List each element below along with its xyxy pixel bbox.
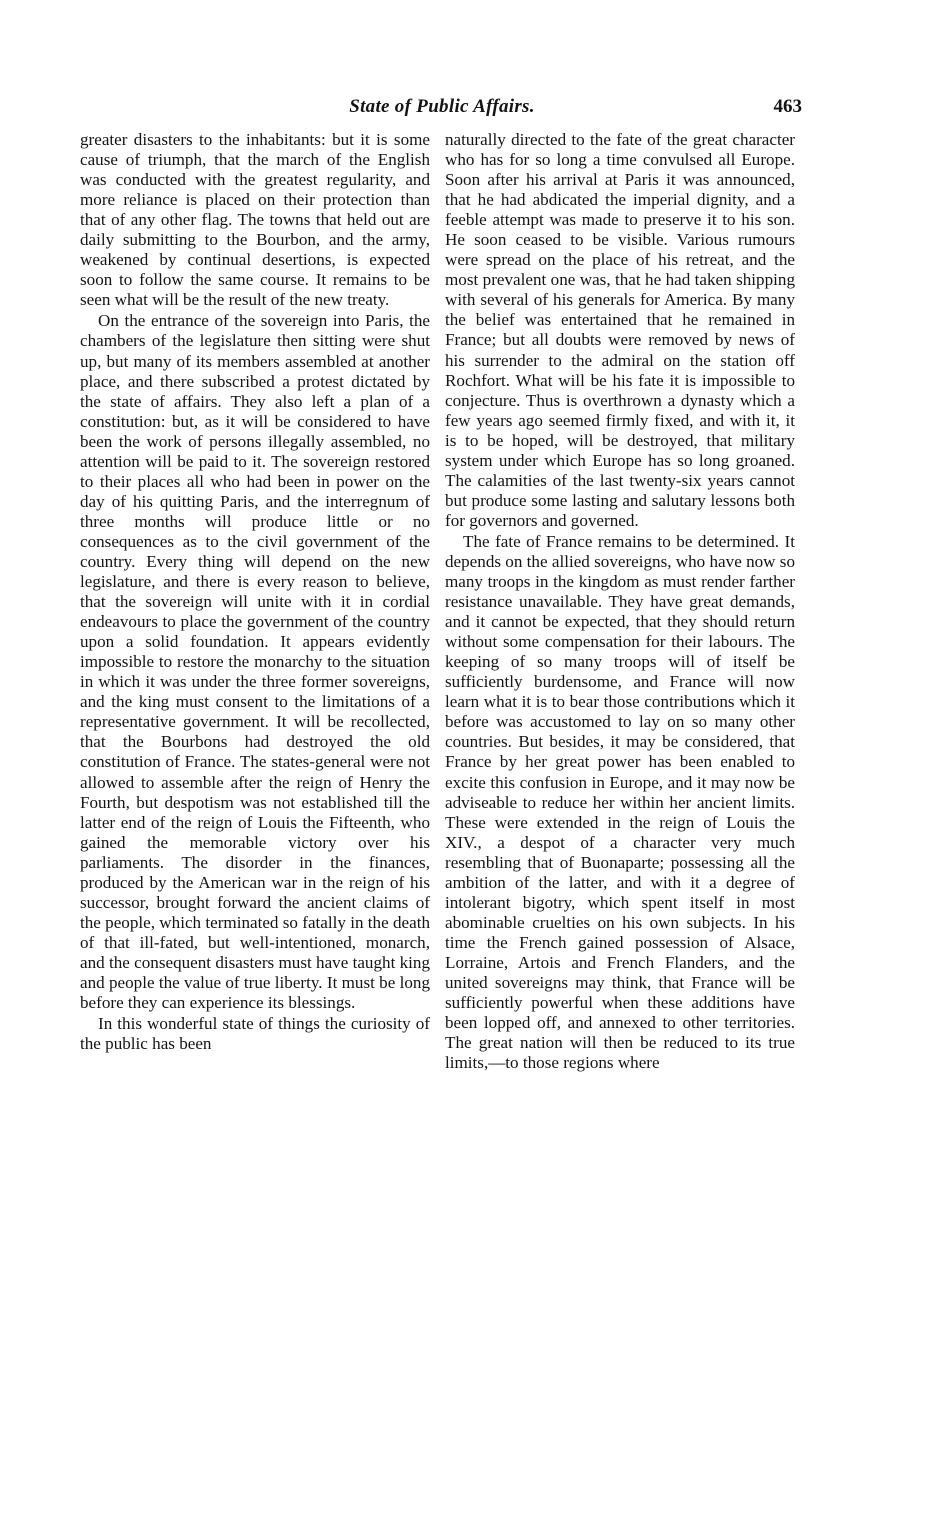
paragraph-wonderful-state: In this wonderful state of things the curiosity of the public has been: [80, 1014, 430, 1054]
page-number: 463: [773, 96, 802, 117]
paragraph-fate-of-france: The fate of France remains to be determined. It depends on the allied sovereigns, who have now so many troops in the kingdom as must render farther resistance unavailable. They have great demands, and it cannot be expected, that they should return without some compensation for their labours. The keeping of so many troops will of itself be sufficiently burdensome, and France will now learn what it is to bear those contributions which it before was accustomed to lay on so many other countries. But besides, it may be considered, that France by her great power has been enabled to excite this confusion in Europe, and it may now be adviseable to reduce her within her ancient limits. These were extended in the reign of Louis the XIV., a despot of a character very much resembling that of Buonaparte; possessing all the ambition of the latter, and with it a degree of intolerant bigotry, which spent itself in most abominable cruelties on his own subjects. In his time the French gained possession of Alsace, Lorraine, Artois and French Flanders, and the united sovereigns may think, that France will be sufficiently powerful when these additions have been lopped off, and annexed to other territories. The great nation will then be reduced to its true limits,—to those regions where: [445, 531, 795, 1073]
left-column: [80, 130, 430, 1054]
paragraph-fate-of-character: naturally directed to the fate of the great character who has for so long a time convulsed all Europe. Soon after his arrival at Paris it was announced, that he had abdicated the imperial dignity, and a feeble attempt was made to preserve it to his son. He soon ceased to be visible. Various rumours were spread on the place of his retreat, and the most prevalent one was, that he had taken shipping with several of his generals for America. By many the belief was entertained that he remained in France; but all doubts were removed by news of his surrender to the admiral on the station off Rochfort. What will be his fate it is impossible to conjecture. Thus is overthrown a dynasty which a few years ago seemed firmly fixed, and with it, it is to be hoped, will be destroyed, that military system under which Europe has so long groaned. The calamities of the last twenty-six years cannot but produce some lasting and salutary lessons both for governors and governed.: [445, 130, 795, 530]
running-head: [82, 96, 802, 124]
paragraph-continued: greater disasters to the inhabitants: but it is some cause of triumph, that the march of the English was conducted with the greatest regularity, and more reliance is placed on their protection than that of any other flag. The towns that held out are daily submitting to the Bourbon, and the army, weakened by continual desertions, is expected soon to follow the same course. It remains to be seen what will be the result of the new treaty.: [80, 130, 430, 310]
paragraph-paris-entrance: On the entrance of the sovereign into Paris, the chambers of the legislature then sitting were shut up, but many of its members assembled at another place, and there subscribed a protest dictated by the state of affairs. They also left a plan of a constitution: but, as it will be considered to have been the work of persons illegally assembled, no attention will be paid to it. The sovereign restored to their places all who had been in power on the day of his quitting Paris, and the interregnum of three months will produce little or no consequences as to the civil government of the country. Every thing will depend on the new legislature, and there is every reason to believe, that the sovereign will unite with it in cordial endeavours to place the government of the country upon a solid foundation. It appears evidently impossible to restore the monarchy to the situation in which it was under the three former sovereigns, and the king must consent to the limitations of a representative government. It will be recollected, that the Bourbons had destroyed the old constitution of France. The states-general were not allowed to assemble after the reign of Henry the Fourth, but despotism was not established till the latter end of the reign of Louis the Fifteenth, who gained the memorable victory over his parliaments. The disorder in the finances, produced by the American war in the reign of his successor, brought forward the ancient claims of the people, which terminated so fatally in the death of that ill-fated, but well-intentioned, monarch, and the consequent disasters must have taught king and people the value of true liberty. It must be long before they can experience its blessings.: [80, 311, 430, 1013]
right-column: [445, 130, 795, 1073]
running-title: State of Public Affairs.: [349, 96, 535, 117]
